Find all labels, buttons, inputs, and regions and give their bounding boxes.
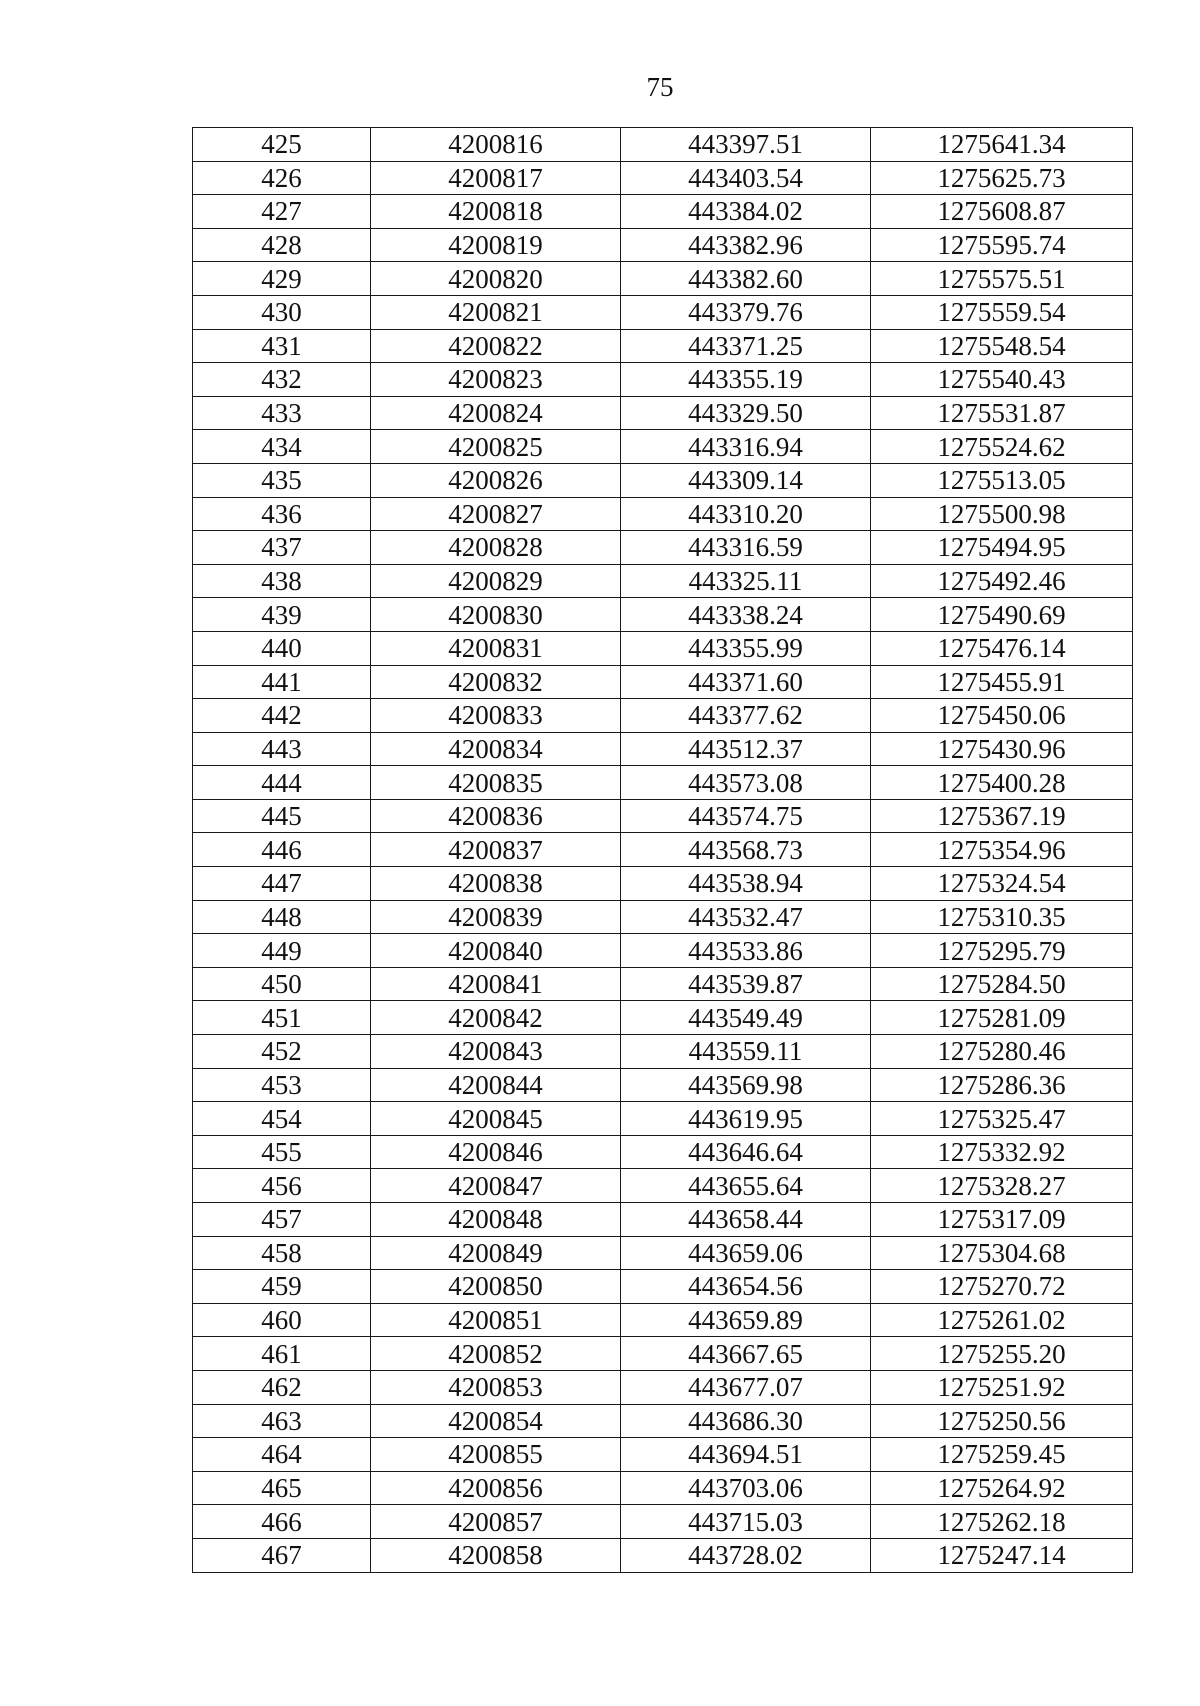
- x-coordinate-cell: 443371.60: [621, 665, 871, 699]
- table-row: [193, 1538, 1133, 1572]
- point-number-cell: 458: [193, 1236, 371, 1270]
- table-row: [193, 631, 1133, 665]
- y-coordinate-cell: 1275261.02: [871, 1303, 1133, 1337]
- y-coordinate-cell: 1275247.14: [871, 1538, 1133, 1572]
- table-row: [193, 1404, 1133, 1438]
- point-id-cell: 4200830: [371, 598, 621, 632]
- point-number-cell: 461: [193, 1337, 371, 1371]
- point-id-cell: 4200824: [371, 396, 621, 430]
- point-id-cell: 4200839: [371, 900, 621, 934]
- table-row: [193, 766, 1133, 800]
- y-coordinate-cell: 1275492.46: [871, 564, 1133, 598]
- y-coordinate-cell: 1275262.18: [871, 1505, 1133, 1539]
- table-row: [193, 463, 1133, 497]
- point-number-cell: 460: [193, 1303, 371, 1337]
- point-number-cell: 447: [193, 867, 371, 901]
- table-row: [193, 665, 1133, 699]
- point-number-cell: 432: [193, 363, 371, 397]
- y-coordinate-cell: 1275324.54: [871, 867, 1133, 901]
- point-number-cell: 451: [193, 1001, 371, 1035]
- y-coordinate-cell: 1275540.43: [871, 363, 1133, 397]
- x-coordinate-cell: 443619.95: [621, 1102, 871, 1136]
- table-row: [193, 1303, 1133, 1337]
- y-coordinate-cell: 1275264.92: [871, 1471, 1133, 1505]
- x-coordinate-cell: 443355.19: [621, 363, 871, 397]
- x-coordinate-cell: 443539.87: [621, 967, 871, 1001]
- y-coordinate-cell: 1275595.74: [871, 228, 1133, 262]
- coordinates-table: [192, 127, 1133, 1573]
- point-id-cell: 4200826: [371, 463, 621, 497]
- table-row: [193, 867, 1133, 901]
- table-row: [193, 1135, 1133, 1169]
- y-coordinate-cell: 1275494.95: [871, 531, 1133, 565]
- point-id-cell: 4200858: [371, 1538, 621, 1572]
- point-number-cell: 440: [193, 631, 371, 665]
- x-coordinate-cell: 443316.59: [621, 531, 871, 565]
- table-row: [193, 799, 1133, 833]
- x-coordinate-cell: 443532.47: [621, 900, 871, 934]
- point-number-cell: 450: [193, 967, 371, 1001]
- y-coordinate-cell: 1275513.05: [871, 463, 1133, 497]
- point-id-cell: 4200845: [371, 1102, 621, 1136]
- point-id-cell: 4200843: [371, 1035, 621, 1069]
- x-coordinate-cell: 443371.25: [621, 329, 871, 363]
- y-coordinate-cell: 1275524.62: [871, 430, 1133, 464]
- point-number-cell: 457: [193, 1203, 371, 1237]
- y-coordinate-cell: 1275295.79: [871, 934, 1133, 968]
- point-id-cell: 4200825: [371, 430, 621, 464]
- point-id-cell: 4200851: [371, 1303, 621, 1337]
- x-coordinate-cell: 443559.11: [621, 1035, 871, 1069]
- table-row: [193, 195, 1133, 229]
- table-row: [193, 1270, 1133, 1304]
- point-number-cell: 456: [193, 1169, 371, 1203]
- point-id-cell: 4200817: [371, 161, 621, 195]
- point-number-cell: 452: [193, 1035, 371, 1069]
- point-id-cell: 4200844: [371, 1068, 621, 1102]
- table-row: [193, 430, 1133, 464]
- point-number-cell: 445: [193, 799, 371, 833]
- table-row: [193, 598, 1133, 632]
- x-coordinate-cell: 443309.14: [621, 463, 871, 497]
- x-coordinate-cell: 443382.96: [621, 228, 871, 262]
- point-id-cell: 4200816: [371, 128, 621, 162]
- point-id-cell: 4200846: [371, 1135, 621, 1169]
- point-id-cell: 4200822: [371, 329, 621, 363]
- table-row: [193, 1068, 1133, 1102]
- table-row: [193, 363, 1133, 397]
- table-row: [193, 1203, 1133, 1237]
- point-id-cell: 4200847: [371, 1169, 621, 1203]
- point-id-cell: 4200850: [371, 1270, 621, 1304]
- point-number-cell: 425: [193, 128, 371, 162]
- point-number-cell: 428: [193, 228, 371, 262]
- y-coordinate-cell: 1275608.87: [871, 195, 1133, 229]
- y-coordinate-cell: 1275559.54: [871, 295, 1133, 329]
- y-coordinate-cell: 1275284.50: [871, 967, 1133, 1001]
- x-coordinate-cell: 443355.99: [621, 631, 871, 665]
- y-coordinate-cell: 1275430.96: [871, 732, 1133, 766]
- point-number-cell: 454: [193, 1102, 371, 1136]
- point-id-cell: 4200831: [371, 631, 621, 665]
- table-row: [193, 1236, 1133, 1270]
- table-row: [193, 228, 1133, 262]
- table-row: [193, 1471, 1133, 1505]
- point-number-cell: 448: [193, 900, 371, 934]
- point-id-cell: 4200838: [371, 867, 621, 901]
- x-coordinate-cell: 443686.30: [621, 1404, 871, 1438]
- point-id-cell: 4200840: [371, 934, 621, 968]
- y-coordinate-cell: 1275490.69: [871, 598, 1133, 632]
- y-coordinate-cell: 1275548.54: [871, 329, 1133, 363]
- y-coordinate-cell: 1275286.36: [871, 1068, 1133, 1102]
- x-coordinate-cell: 443703.06: [621, 1471, 871, 1505]
- table-row: [193, 564, 1133, 598]
- y-coordinate-cell: 1275455.91: [871, 665, 1133, 699]
- table-row: [193, 295, 1133, 329]
- x-coordinate-cell: 443538.94: [621, 867, 871, 901]
- y-coordinate-cell: 1275281.09: [871, 1001, 1133, 1035]
- x-coordinate-cell: 443512.37: [621, 732, 871, 766]
- point-id-cell: 4200856: [371, 1471, 621, 1505]
- x-coordinate-cell: 443379.76: [621, 295, 871, 329]
- table-row: [193, 531, 1133, 565]
- table-row: [193, 1370, 1133, 1404]
- point-number-cell: 459: [193, 1270, 371, 1304]
- point-id-cell: 4200835: [371, 766, 621, 800]
- y-coordinate-cell: 1275641.34: [871, 128, 1133, 162]
- y-coordinate-cell: 1275270.72: [871, 1270, 1133, 1304]
- x-coordinate-cell: 443549.49: [621, 1001, 871, 1035]
- point-number-cell: 446: [193, 833, 371, 867]
- point-id-cell: 4200828: [371, 531, 621, 565]
- y-coordinate-cell: 1275325.47: [871, 1102, 1133, 1136]
- y-coordinate-cell: 1275450.06: [871, 699, 1133, 733]
- point-number-cell: 437: [193, 531, 371, 565]
- table-row: [193, 1001, 1133, 1035]
- point-number-cell: 438: [193, 564, 371, 598]
- table-row: [193, 1169, 1133, 1203]
- point-id-cell: 4200836: [371, 799, 621, 833]
- point-number-cell: 462: [193, 1370, 371, 1404]
- table-row: [193, 967, 1133, 1001]
- point-number-cell: 433: [193, 396, 371, 430]
- point-number-cell: 436: [193, 497, 371, 531]
- point-number-cell: 431: [193, 329, 371, 363]
- y-coordinate-cell: 1275328.27: [871, 1169, 1133, 1203]
- point-number-cell: 463: [193, 1404, 371, 1438]
- y-coordinate-cell: 1275280.46: [871, 1035, 1133, 1069]
- point-number-cell: 426: [193, 161, 371, 195]
- point-number-cell: 427: [193, 195, 371, 229]
- x-coordinate-cell: 443338.24: [621, 598, 871, 632]
- point-number-cell: 439: [193, 598, 371, 632]
- point-id-cell: 4200853: [371, 1370, 621, 1404]
- x-coordinate-cell: 443715.03: [621, 1505, 871, 1539]
- x-coordinate-cell: 443574.75: [621, 799, 871, 833]
- x-coordinate-cell: 443694.51: [621, 1438, 871, 1472]
- table-row: [193, 1438, 1133, 1472]
- point-number-cell: 455: [193, 1135, 371, 1169]
- table-row: [193, 934, 1133, 968]
- table-row: [193, 161, 1133, 195]
- point-id-cell: 4200848: [371, 1203, 621, 1237]
- y-coordinate-cell: 1275304.68: [871, 1236, 1133, 1270]
- point-id-cell: 4200832: [371, 665, 621, 699]
- point-number-cell: 464: [193, 1438, 371, 1472]
- x-coordinate-cell: 443659.89: [621, 1303, 871, 1337]
- table-row: [193, 1035, 1133, 1069]
- x-coordinate-cell: 443310.20: [621, 497, 871, 531]
- table-row: [193, 900, 1133, 934]
- x-coordinate-cell: 443325.11: [621, 564, 871, 598]
- point-number-cell: 434: [193, 430, 371, 464]
- x-coordinate-cell: 443329.50: [621, 396, 871, 430]
- y-coordinate-cell: 1275400.28: [871, 766, 1133, 800]
- x-coordinate-cell: 443568.73: [621, 833, 871, 867]
- point-number-cell: 441: [193, 665, 371, 699]
- y-coordinate-cell: 1275367.19: [871, 799, 1133, 833]
- point-id-cell: 4200857: [371, 1505, 621, 1539]
- y-coordinate-cell: 1275255.20: [871, 1337, 1133, 1371]
- y-coordinate-cell: 1275310.35: [871, 900, 1133, 934]
- point-id-cell: 4200819: [371, 228, 621, 262]
- point-number-cell: 444: [193, 766, 371, 800]
- x-coordinate-cell: 443646.64: [621, 1135, 871, 1169]
- x-coordinate-cell: 443677.07: [621, 1370, 871, 1404]
- y-coordinate-cell: 1275250.56: [871, 1404, 1133, 1438]
- point-number-cell: 453: [193, 1068, 371, 1102]
- x-coordinate-cell: 443316.94: [621, 430, 871, 464]
- point-id-cell: 4200854: [371, 1404, 621, 1438]
- table-row: [193, 1337, 1133, 1371]
- point-id-cell: 4200833: [371, 699, 621, 733]
- point-id-cell: 4200849: [371, 1236, 621, 1270]
- x-coordinate-cell: 443659.06: [621, 1236, 871, 1270]
- point-id-cell: 4200842: [371, 1001, 621, 1035]
- x-coordinate-cell: 443397.51: [621, 128, 871, 162]
- point-number-cell: 466: [193, 1505, 371, 1539]
- x-coordinate-cell: 443667.65: [621, 1337, 871, 1371]
- table-row: [193, 1505, 1133, 1539]
- x-coordinate-cell: 443655.64: [621, 1169, 871, 1203]
- point-id-cell: 4200818: [371, 195, 621, 229]
- point-number-cell: 430: [193, 295, 371, 329]
- table-row: [193, 497, 1133, 531]
- table-row: [193, 396, 1133, 430]
- y-coordinate-cell: 1275575.51: [871, 262, 1133, 296]
- x-coordinate-cell: 443382.60: [621, 262, 871, 296]
- table-row: [193, 732, 1133, 766]
- point-id-cell: 4200837: [371, 833, 621, 867]
- y-coordinate-cell: 1275500.98: [871, 497, 1133, 531]
- table-row: [193, 128, 1133, 162]
- y-coordinate-cell: 1275531.87: [871, 396, 1133, 430]
- y-coordinate-cell: 1275317.09: [871, 1203, 1133, 1237]
- table-row: [193, 329, 1133, 363]
- point-id-cell: 4200827: [371, 497, 621, 531]
- table-row: [193, 1102, 1133, 1136]
- table-body: [193, 128, 1133, 1573]
- x-coordinate-cell: 443377.62: [621, 699, 871, 733]
- point-id-cell: 4200820: [371, 262, 621, 296]
- point-id-cell: 4200829: [371, 564, 621, 598]
- point-id-cell: 4200855: [371, 1438, 621, 1472]
- x-coordinate-cell: 443573.08: [621, 766, 871, 800]
- point-number-cell: 467: [193, 1538, 371, 1572]
- point-id-cell: 4200821: [371, 295, 621, 329]
- point-id-cell: 4200841: [371, 967, 621, 1001]
- x-coordinate-cell: 443569.98: [621, 1068, 871, 1102]
- x-coordinate-cell: 443533.86: [621, 934, 871, 968]
- page-number: 75: [646, 72, 674, 102]
- table-row: [193, 262, 1133, 296]
- point-number-cell: 449: [193, 934, 371, 968]
- x-coordinate-cell: 443658.44: [621, 1203, 871, 1237]
- y-coordinate-cell: 1275332.92: [871, 1135, 1133, 1169]
- point-number-cell: 435: [193, 463, 371, 497]
- x-coordinate-cell: 443403.54: [621, 161, 871, 195]
- y-coordinate-cell: 1275259.45: [871, 1438, 1133, 1472]
- x-coordinate-cell: 443728.02: [621, 1538, 871, 1572]
- point-id-cell: 4200852: [371, 1337, 621, 1371]
- point-id-cell: 4200823: [371, 363, 621, 397]
- point-number-cell: 443: [193, 732, 371, 766]
- point-id-cell: 4200834: [371, 732, 621, 766]
- y-coordinate-cell: 1275354.96: [871, 833, 1133, 867]
- y-coordinate-cell: 1275625.73: [871, 161, 1133, 195]
- point-number-cell: 429: [193, 262, 371, 296]
- point-number-cell: 465: [193, 1471, 371, 1505]
- table-row: [193, 699, 1133, 733]
- table-row: [193, 833, 1133, 867]
- y-coordinate-cell: 1275251.92: [871, 1370, 1133, 1404]
- x-coordinate-cell: 443384.02: [621, 195, 871, 229]
- x-coordinate-cell: 443654.56: [621, 1270, 871, 1304]
- point-number-cell: 442: [193, 699, 371, 733]
- y-coordinate-cell: 1275476.14: [871, 631, 1133, 665]
